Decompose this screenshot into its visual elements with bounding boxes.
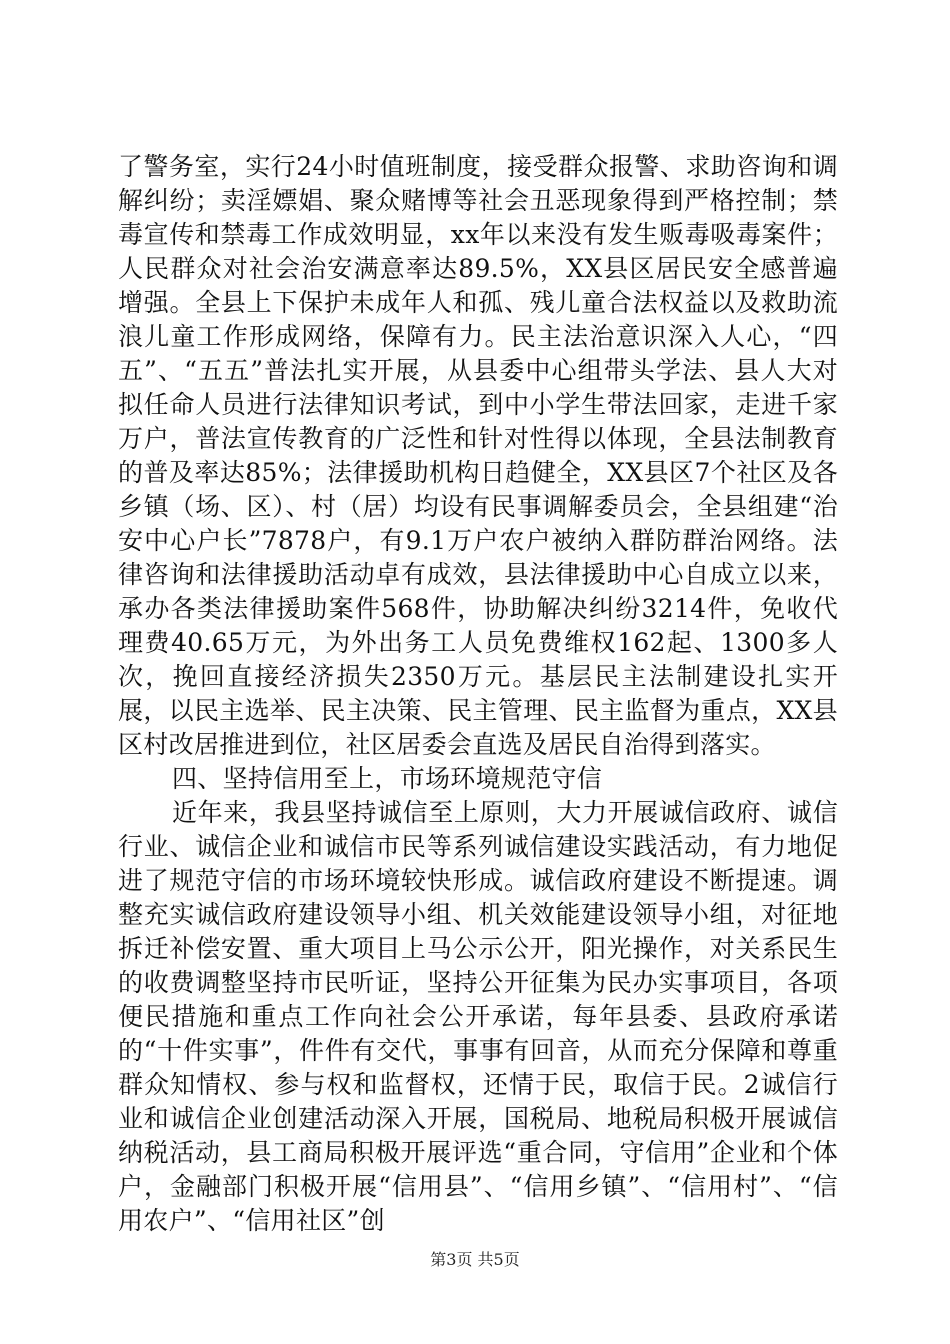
paragraph-credit-construction: 近年来，我县坚持诚信至上原则，大力开展诚信政府、诚信行业、诚信企业和诚信市民等系列诚信建设实践活动，有力地促进了规范守信的市场环境较快形成。诚信政府建设不断提速。调整充实诚信政府建设领导小组、机关效能建设领导小组，对征地拆迁补偿安置、重大项目上马公示公开，阳光操作，对关系民生的收费调整坚持市民听证，坚持公开征集为民办实事项目，各项便民措施和重点工作向社会公开承诺，每年县委、县政府承诺的“十件实事”，件件有交代，事事有回音，从而充分保障和尊重群众知情权、参与权和监督权，还情于民，取信于民。2诚信行业和诚信企业创建活动深入开展，国税局、地税局积极开展诚信纳税活动，县工商局积极开展评选“重合同，守信用”企业和个体户，金融部门积极开展“信用县”、“信用乡镇”、“信用村”、“信用农户”、“信用社区”创	[118, 798, 838, 1235]
page-number-footer: 第3页 共5页	[430, 1250, 520, 1269]
paragraph-public-security-legal-aid: 了警务室，实行24小时值班制度，接受群众报警、求助咨询和调解纠纷；卖淫嫖娼、聚众赌博等社会丑恶现象得到严格控制；禁毒宣传和禁毒工作成效明显，xx年以来没有发生贩毒吸毒案件；人民群众对社会治安满意率达89.5%，XX县区居民安全感普遍增强。全县上下保护未成年人和孤、残儿童合法权益以及救助流浪儿童工作形成网络，保障有力。民主法治意识深入人心，“四五”、“五五”普法扎实开展，从县委中心组带头学法、县人大对拟任命人员进行法律知识考试，到中小学生带法回家，走进千家万户，普法宣传教育的广泛性和针对性得以体现，全县法制教育的普及率达85%；法律援助机构日趋健全，XX县区7个社区及各乡镇（场、区）、村（居）均设有民事调解委员会，全县组建“治安中心户长”7878户，有9.1万户农户被纳入群防群治网络。法律咨询和法律援助活动卓有成效，县法律援助中心自成立以来，承办各类法律援助案件568件，协助解决纠纷3214件，免收代理费40.65万元，为外出务工人员免费维权162起、1300多人次，挽回直接经济损失2350万元。基层民主法制建设扎实开展，以民主选举、民主决策、民主管理、民主监督为重点，XX县区村改居推进到位，社区居委会直选及居民自治得到落实。	[118, 152, 838, 759]
document-body	[118, 150, 838, 1238]
section-heading-credit: 四、坚持信用至上，市场环境规范守信	[172, 764, 603, 793]
